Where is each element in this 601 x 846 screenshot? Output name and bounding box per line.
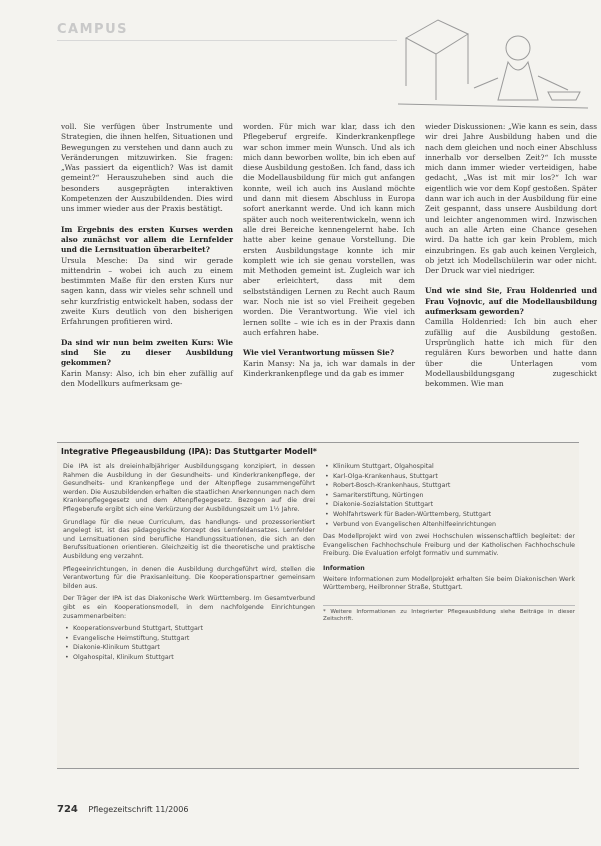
paragraph: Camilla Holdenried: Ich bin auch eher zufällig auf die Ausbildung gestoßen. Ursprünglich hatte ich mich für den regulären Kurs beworben und hatte dann über die Unterlagen vom Modellausbildungsgang zugeschickt bekommen. Wie man [425, 317, 597, 389]
section-tag: CAMPUS [57, 22, 128, 37]
list-item: • Diakonie-Sozialstation Stuttgart [333, 501, 575, 510]
page-number: 724 [57, 804, 78, 815]
top-rule [57, 40, 397, 41]
paragraph: voll. Sie verfügen über Instrumente und Strategien, die ihnen helfen, Situationen und Bewegungen zu verstehen und dann auch zu Veränderungen mitzuwirken. Sie fragen: „Was passiert da eigentlich? Was ist damit gemeint?“ Herauszuheben sind auch die besonders ausgeprägten interaktiven Kompetenzen der Auszubildenden. Dies wird uns immer wieder aus der Praxis bestätigt. [61, 122, 233, 214]
paragraph: Weitere Informationen zum Modellprojekt erhalten Sie beim Diakonischen Werk Württemberg, Heilbronner Straße, Stuttgart. [323, 575, 575, 592]
interview-question: Wie viel Verantwortung müssen Sie? [243, 348, 395, 358]
paragraph: Das Modellprojekt wird von zwei Hochschulen wissenschaftlich begleitet: der Evangelischen Fachhochschule Freiburg und der Katholischen Fachhochschule Freiburg. Die Evaluation erfolgt formativ und summativ. [323, 533, 575, 558]
illustration-sketch [398, 8, 588, 120]
paragraph: Karin Mansy: Na ja, ich war damals in der Kinderkrankenpflege und da gab es immer [243, 358, 415, 378]
interview-question: Im Ergebnis des ersten Kurses werden also zunächst vor allem die Lernfelder und die Lernsituation überarbeitet? [61, 224, 233, 255]
bullet-list [323, 463, 575, 529]
list-item: • Samariterstiftung, Nürtingen [333, 492, 575, 501]
list-item: • Evangelische Heimstiftung, Stuttgart [73, 635, 315, 644]
info-box [57, 442, 579, 769]
paragraph: Karin Mansy: Also, ich bin eher zufällig auf den Modellkurs aufmerksam ge- [61, 368, 233, 388]
list-item: • Karl-Olga-Krankenhaus, Stuttgart [333, 473, 575, 482]
subheading: Information [323, 564, 365, 572]
paragraph: Ursula Mesche: Da sind wir gerade mittendrin – wobei ich auch zu einem bestimmten Maße für den ersten Kurs nur sagen kann, dass wir vieles sehr schnell und sehr kurzfristig entwickelt haben, sodass der zweite Kurs deutlich von den bisherigen Erfahrungen profitieren wird. [61, 255, 233, 327]
list-item: • Diakonie-Klinikum Stuttgart [73, 644, 315, 653]
paragraph: Der Träger der IPA ist das Diakonische Werk Württemberg. Im Gesamtverbund gibt es ein Kooperationsmodell, in dem nachfolgende Einrichtungen zusammenarbeiten: [63, 595, 315, 620]
article-column-2 [243, 122, 415, 389]
interview-question: Und wie sind Sie, Frau Holdenried und Frau Vojnovic, auf die Modellausbildung aufmerksam geworden? [425, 286, 597, 317]
info-box-title: Integrative Pflegeausbildung (IPA): Das Stuttgarter Modell* [61, 447, 317, 456]
list-item: • Klinikum Stuttgart, Olgahospital [333, 463, 575, 472]
list-item: • Olgahospital, Klinikum Stuttgart [73, 654, 315, 663]
info-box-right-column [323, 463, 575, 628]
list-item: • Verbund von Evangelischen Altenhilfeeinrichtungen [333, 521, 575, 530]
journal-name: Pflegezeitschrift 11/2006 [88, 805, 189, 814]
article-column-3 [425, 122, 597, 399]
list-item: • Kooperationsverbund Stuttgart, Stuttgart [73, 625, 315, 634]
paragraph: Pflegeeinrichtungen, in denen die Ausbildung durchgeführt wird, stellen die Verantwortung für die Praxisanleitung. Die Kooperationspartner gemeinsam bilden aus. [63, 565, 315, 590]
article-column-1 [61, 122, 233, 399]
paragraph: wieder Diskussionen: „Wie kann es sein, dass wir drei Jahre Ausbildung haben und die nach dem gleichen und noch einer Abschluss innerhalb vor derselben Zeit?“ Ich musste mich dann immer wieder verteidigen, habe gedacht, „Was ist mit mir los?“ Ich war eigentlich wie vor dem Kopf gestoßen. Später dann war ich auch in der Ausbildung für eine Zeit gespannt, dass unsere Ausbildung dort und leichter angenommen wird. Inzwischen auch an alle Arten eine Chance gesehen wird. Da hatte ich gar kein Problem, mich einzubringen. Es gab auch keinen Vergleich, ob jetzt ich Modellschülerin war oder nicht. Der Druck war viel niedriger. [425, 122, 597, 276]
interview-question: Da sind wir nun beim zweiten Kurs: Wie sind Sie zu dieser Ausbildung gekommen? [61, 337, 233, 368]
paragraph: Die IPA ist als dreieinhalbjähriger Ausbildungsgang konzipiert, in dessen Rahmen die Ausbildung in der Gesundheits- und Kinderkrankenpflege, der Gesundheits- und Krankenpflege und der Altenpflege zusammengeführt werden. Die Auszubildenden erhalten die staatlichen Anerkennungen nach dem Krankenpflegegesetz und dem Altenpflegegesetz. Bezogen auf die drei Pflegeberufe ergibt sich eine Verkürzung der Ausbildungszeit um 1½ Jahre. [63, 463, 315, 513]
info-box-left-column [63, 463, 315, 666]
bullet-list [63, 625, 315, 662]
paragraph: Grundlage für die neue Curriculum, das handlungs- und prozessorientiert angelegt ist, ist das pädagogische Konzept des Lernfeldansatzes. Lernfelder und Lernsituationen sind berufliche Handlungssituationen, die sich an den Berufssituationen orientieren. Gleichzeitig ist die theoretische und praktische Ausbildung eng verzahnt. [63, 518, 315, 560]
paragraph: worden. Für mich war klar, dass ich den Pflegeberuf ergreife. Kinderkrankenpflege war schon immer mein Wunsch. Und als ich mich dann beworben wollte, bin ich eben auf diese Ausbildung gestoßen. Ich fand, dass ich die Modellausbildung für mich gut anfangen konnte, weil ich auch ins Ausland möchte und dann mit diesem Abschluss in Europa sofort anerkannt werde. Und ich kann mich später auch noch weiterentwickeln, wenn ich alle drei Bereiche kennengelernt habe. Ich hatte aber keine genaue Vorstellung. Die ersten Ausbildungstage konnte ich mir komplett wie ich sie genau vorstellen, was mit Methoden gemeint ist. Zugleich war ich aber erleichtert, dass mit dem selbstständigen Lernen zu Recht auch Raum war. Noch nie ist so viel Freiheit gegeben worden. Die Verantwortung. Wie viel ich lernen sollte – wie ich es in der Praxis dann auch erfahren habe. [243, 122, 415, 337]
list-item: • Robert-Bosch-Krankenhaus, Stuttgart [333, 482, 575, 491]
page-footer [57, 804, 188, 815]
list-item: • Wohlfahrtswerk für Baden-Württemberg, Stuttgart [333, 511, 575, 520]
footnote: * Weitere Informationen zu Integrierter Pflegeausbildung siehe Beiträge in dieser Zeitschrift. [323, 605, 575, 624]
